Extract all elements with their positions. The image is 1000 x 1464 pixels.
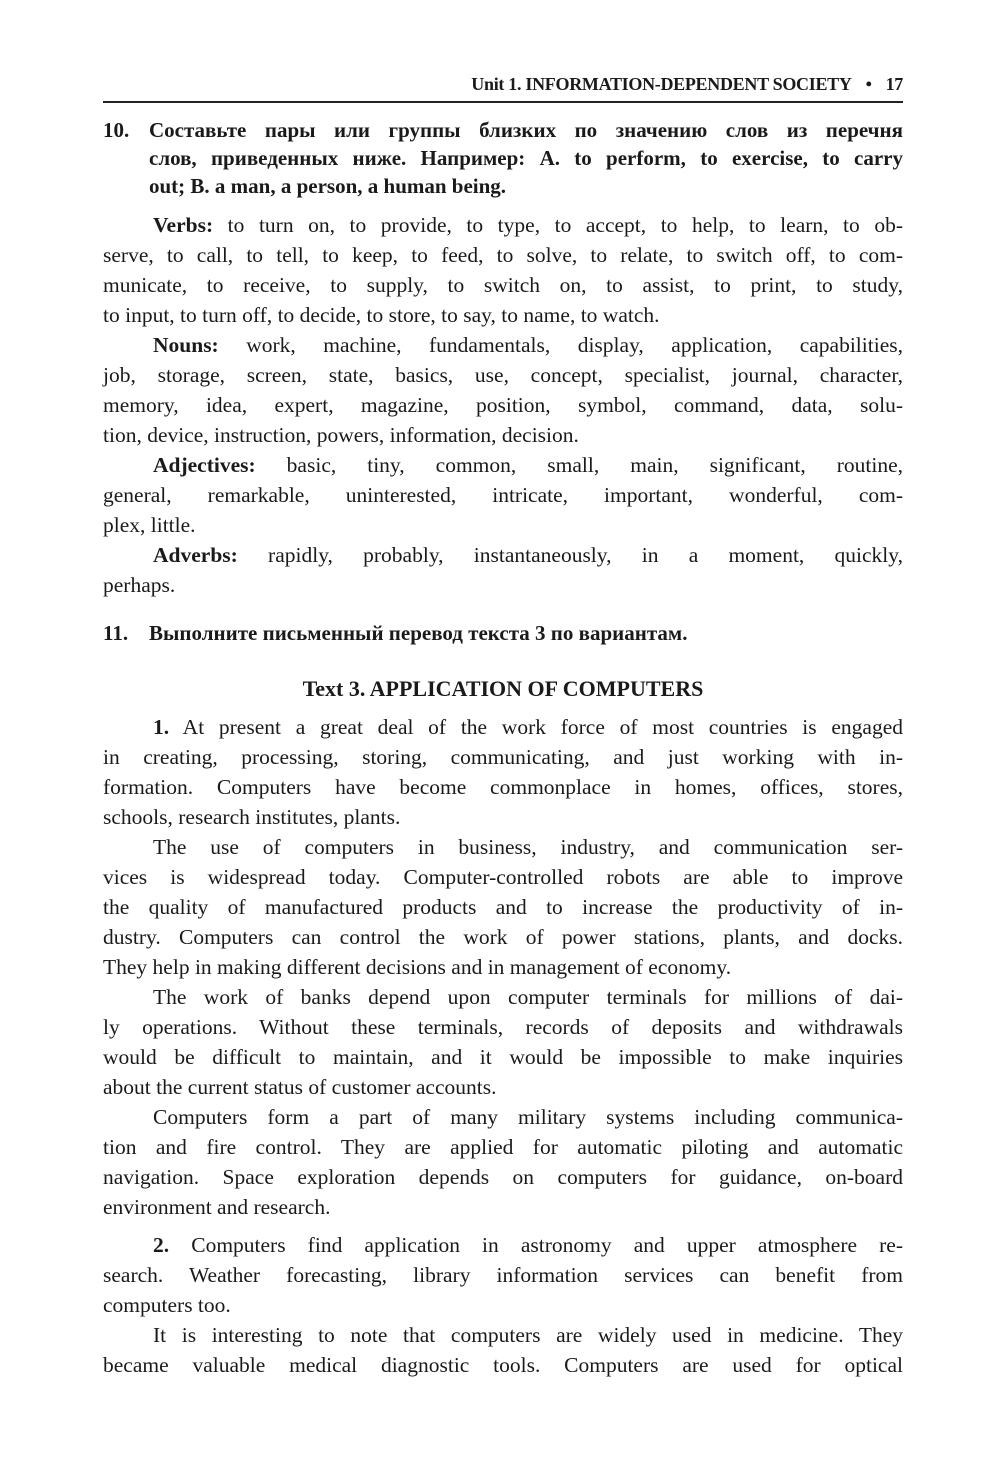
text-line xyxy=(103,862,903,892)
line-text: search. Weather forecasting, library information services can benefit from xyxy=(103,1263,903,1287)
paragraph-lead: Adverbs: xyxy=(153,543,238,567)
line-text: plex, little. xyxy=(103,513,196,537)
line-text: They help in making different decisions and in management of economy. xyxy=(103,955,732,979)
task-number: 10. xyxy=(103,118,130,142)
line-text: formation. Computers have become commonplace in homes, offices, stores, xyxy=(103,775,903,799)
text-title: Text 3. APPLICATION OF COMPUTERS xyxy=(302,676,704,701)
line-text: Computers form a part of many military systems including communica- xyxy=(153,1105,903,1129)
line-text: It is interesting to note that computers are widely used in medicine. They xyxy=(153,1323,903,1347)
text-line xyxy=(103,570,903,600)
text-line xyxy=(103,1162,903,1192)
text-line xyxy=(103,420,903,450)
paragraph xyxy=(103,450,903,540)
text-section-1 xyxy=(103,712,903,1222)
instruction-line: Выполните письменный перевод текста 3 по вариантам. xyxy=(149,621,688,645)
paragraph xyxy=(103,540,903,600)
text-line xyxy=(103,1072,903,1102)
paragraph-lead: 1. xyxy=(153,715,170,739)
paragraph-lead: Nouns: xyxy=(153,333,219,357)
paragraph xyxy=(103,832,903,982)
line-text: dustry. Computers can control the work of power stations, plants, and docks. xyxy=(103,925,903,949)
task-number: 11. xyxy=(103,621,129,645)
line-text: became valuable medical diagnostic tools. Computers are used for optical xyxy=(103,1353,903,1377)
text-line xyxy=(103,1012,903,1042)
text-line xyxy=(103,802,903,832)
text-section-2 xyxy=(103,1230,903,1380)
line-text: to turn on, to provide, to type, to accept, to help, to learn, to ob- xyxy=(213,213,903,237)
text-line xyxy=(103,772,903,802)
bullet: • xyxy=(865,74,872,94)
paragraph xyxy=(103,1102,903,1222)
line-text: serve, to call, to tell, to keep, to feed, to solve, to relate, to switch off, to com- xyxy=(103,243,903,267)
paragraph xyxy=(103,982,903,1102)
text-line xyxy=(103,922,903,952)
text-line xyxy=(103,270,903,300)
paragraph xyxy=(103,1230,903,1320)
running-title: Unit 1. INFORMATION-DEPENDENT SOCIETY xyxy=(471,74,852,94)
text-line xyxy=(103,1042,903,1072)
running-header xyxy=(471,74,903,95)
paragraph xyxy=(103,330,903,450)
text-line xyxy=(103,832,903,862)
text-line xyxy=(103,712,903,742)
line-text: The work of banks depend upon computer terminals for millions of dai- xyxy=(153,985,903,1009)
text-line xyxy=(103,1320,903,1350)
task-11 xyxy=(103,619,903,647)
text-line xyxy=(103,540,903,570)
text-line xyxy=(103,742,903,772)
task-instruction xyxy=(149,116,903,200)
line-text: vices is widespread today. Computer-controlled robots are able to improve xyxy=(103,865,903,889)
text-line xyxy=(103,1230,903,1260)
line-text: The use of computers in business, industry, and communication ser- xyxy=(153,835,903,859)
text-line xyxy=(103,1132,903,1162)
paragraph-lead: Adjectives: xyxy=(153,453,256,477)
line-text: in creating, processing, storing, communicating, and just working with in- xyxy=(103,745,903,769)
line-text: tion, device, instruction, powers, information, decision. xyxy=(103,423,579,447)
line-text: municate, to receive, to supply, to switch on, to assist, to print, to study, xyxy=(103,273,903,297)
line-text: schools, research institutes, plants. xyxy=(103,805,401,829)
text-line xyxy=(103,510,903,540)
line-text: At present a great deal of the work force of most countries is engaged xyxy=(169,715,903,739)
text-line xyxy=(103,1260,903,1290)
text-line xyxy=(103,330,903,360)
text-line xyxy=(103,450,903,480)
text-line xyxy=(103,360,903,390)
text-line xyxy=(103,240,903,270)
task-10 xyxy=(103,116,903,200)
page-number: 17 xyxy=(885,74,903,94)
line-text: the quality of manufactured products and to increase the productivity of in- xyxy=(103,895,903,919)
text-line xyxy=(103,892,903,922)
line-text: rapidly, probably, instantaneously, in a moment, quickly, xyxy=(237,543,903,567)
paragraph-lead: 2. xyxy=(153,1233,170,1257)
instruction-line: слов, приведенных ниже. Например: A. to perform, to exercise, to carry xyxy=(149,146,903,170)
paragraph xyxy=(103,1320,903,1380)
text-line xyxy=(103,1290,903,1320)
line-text: job, storage, screen, state, basics, use, concept, specialist, journal, character, xyxy=(103,363,903,387)
line-text: environment and research. xyxy=(103,1195,331,1219)
text-line xyxy=(103,390,903,420)
vocabulary-lists xyxy=(103,210,903,600)
line-text: tion and fire control. They are applied for automatic piloting and automatic xyxy=(103,1135,903,1159)
line-text: memory, idea, expert, magazine, position, symbol, command, data, solu- xyxy=(103,393,903,417)
line-text: to input, to turn off, to decide, to store, to say, to name, to watch. xyxy=(103,303,660,327)
task-instruction xyxy=(149,619,903,647)
text-line xyxy=(103,300,903,330)
line-text: ly operations. Without these terminals, records of deposits and withdrawals xyxy=(103,1015,903,1039)
text-line xyxy=(103,1192,903,1222)
text-line xyxy=(103,210,903,240)
text-line xyxy=(103,982,903,1012)
paragraph xyxy=(103,210,903,330)
instruction-line: out; B. a man, a person, a human being. xyxy=(149,174,507,198)
line-text: computers too. xyxy=(103,1293,231,1317)
header-rule xyxy=(103,101,903,103)
text-line xyxy=(103,480,903,510)
paragraph xyxy=(103,712,903,832)
line-text: Computers find application in astronomy and upper atmosphere re- xyxy=(169,1233,903,1257)
line-text: work, machine, fundamentals, display, application, capabilities, xyxy=(218,333,903,357)
line-text: general, remarkable, uninterested, intricate, important, wonderful, com- xyxy=(103,483,903,507)
line-text: navigation. Space exploration depends on computers for guidance, on-board xyxy=(103,1165,903,1189)
line-text: would be difficult to maintain, and it would be impossible to make inquiries xyxy=(103,1045,903,1069)
text-line xyxy=(103,1350,903,1380)
line-text: about the current status of customer accounts. xyxy=(103,1075,497,1099)
paragraph-lead: Verbs: xyxy=(153,213,214,237)
line-text: basic, tiny, common, small, main, significant, routine, xyxy=(255,453,903,477)
text-line xyxy=(103,952,903,982)
line-text: perhaps. xyxy=(103,573,176,597)
text-line xyxy=(103,1102,903,1132)
instruction-line: Составьте пары или группы близких по значению слов из перечня xyxy=(149,118,903,142)
